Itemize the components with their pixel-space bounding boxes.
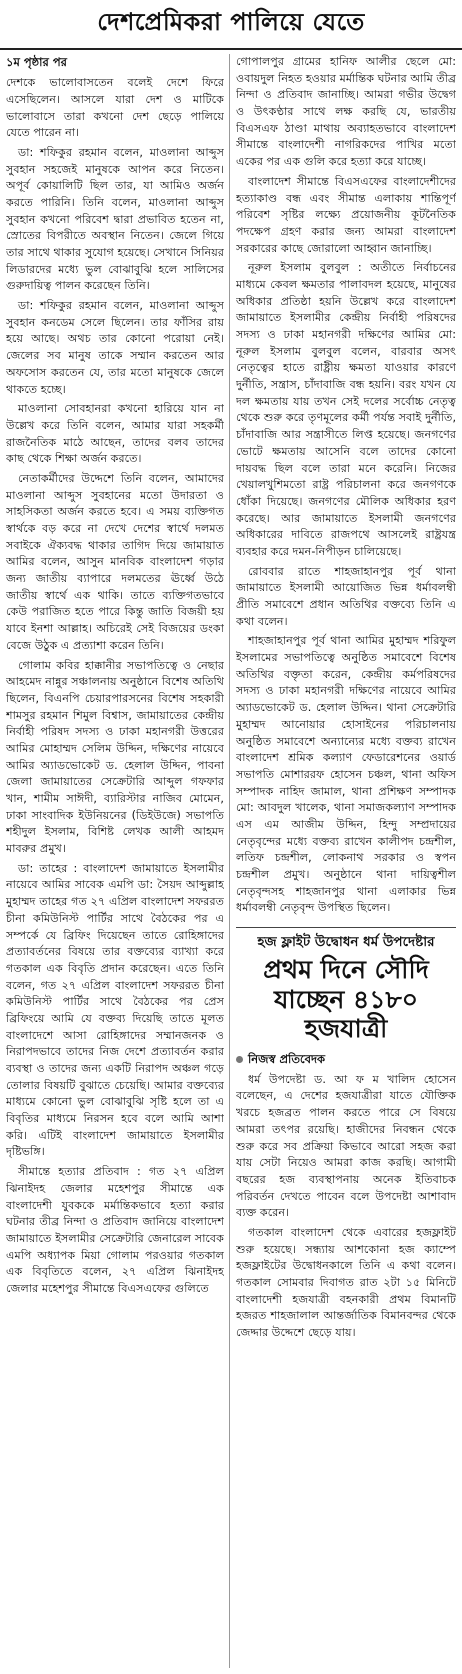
- left-column: [6, 54, 224, 1668]
- paragraph: গোলাম কবির হাক্কানীর সভাপতিত্বে ও নেছার আহমেদ নান্নুর সঞ্চালনায় অনুষ্ঠানে বিশেষ অতিথি ছিলেন, বিএনপি চেয়ারপারসনের বিশেষ সহকারী শামসুর রহমান শিমুল বিশ্বাস, জামায়াতের কেন্দ্রীয় নির্বাহী পরিষদ সদস্য ও ঢাকা মহানগরী উত্তরের আমির মোহাম্মদ সেলিম উদ্দিন, দক্ষিণের নায়েবে আমির অ্যাডভোকেট ড. হেলাল উদ্দিন, পাবনা জেলা জামায়াতের সেক্রেটারি আব্দুল গফফার খান, শামীম সাঈদী, ব্যারিস্টার নাজিব মোমেন, ঢাকা সাংবাদিক ইউনিয়নের (ডিইউজে) সভাপতি শহীদুল ইসলাম, বিশিষ্ট লেখক আলী আহমদ মাবরুর প্রমুখ।: [6, 658, 224, 856]
- paragraph: সীমান্তে হত্যার প্রতিবাদ : গত ২৭ এপ্রিল ঝিনাইদহ জেলার মহেশপুর সীমান্তে এক বাংলাদেশী যুবককে মর্মান্তিকভাবে হত্যা করার ঘটনার তীব্র নিন্দা ও প্রতিবাদ জানিয়ে বাংলাদেশ জামায়াতে ইসলামীর সেক্রেটারি জেনারেল সাবেক এমপি অধ্যাপক মিয়া গোলাম পরওয়ার গতকাল এক বিবৃতিতে বলেন, ২৭ এপ্রিল ঝিনাইদহ জেলার মহেশপুর সীমান্তে বিএসএফের গুলিতে: [6, 1165, 224, 1295]
- paragraph: ডা: শফিকুর রহমান বলেন, মাওলানা আব্দুস সুবহান সহজেই মানুষকে আপন করে নিতেন। অপূর্ব কোয়ালিটি ছিল তার, যা আমিও অর্জন করতে পারিনি। তিনি বলেন, মাওলানা আব্দুস সুবহান কখনো পরিবেশ দ্বারা প্রভাবিত হতেন না, স্রোতের বিপরীতে অবস্থান নিতেন। জেলে গিয়ে তার সাথে থাকার সুযোগ হয়েছে। সেখানে সিনিয়র লিডারদের মধ্যে ভুল বোঝাবুঝি হলে সালিসের গুরুদায়িত্ব পালন করেছেন তিনি।: [6, 145, 224, 293]
- bullet-icon: [236, 1056, 243, 1063]
- byline-text: নিজস্ব প্রতিবেদক: [248, 1051, 326, 1066]
- sidebar-kicker: হজ ফ্লাইট উদ্বোধন ধর্ম উপদেষ্টার: [236, 927, 456, 952]
- paragraph: রোববার রাতে শাহজাহানপুর পূর্ব থানা জামায়াতে ইসলামী আয়োজিত ভিন্ন ধর্মাবলম্বী প্রীতি সমাবেশে প্রধান অতিথির বক্তব্যে তিনি এ কথা বলেন।: [236, 564, 456, 628]
- paragraph: ধর্ম উপদেষ্টা ড. আ ফ ম খালিদ হোসেন বলেছেন, এ দেশের হজযাত্রীরা যাতে যৌক্তিক খরচে হজব্রত পালন করতে পারে সে বিষয়ে আমরা তৎপর রয়েছি। হাজীদের নিবন্ধন থেকে শুরু করে সব প্রক্রিয়া কিভাবে আরো সহজ করা যায় সেটা নিয়েও আমরা কাজ করছি। আগামী বছরের হজ ব্যবস্থাপনায় অনেক ইতিবাচক পরিবর্তন দেখতে পাবেন বলে উপদেষ্টা আশাবাদ ব্যক্ত করেন।: [236, 1072, 456, 1220]
- column-divider: [229, 54, 230, 1668]
- byline: [236, 1051, 456, 1068]
- paragraph: ডা: শফিকুর রহমান বলেন, মাওলানা আব্দুস সুবহান কনডেম সেলে ছিলেন। তার ফাঁসির রায় হয়ে আছে। অথচ তার কোনো পরোয়া নেই। জেলের সব মানুষ তাকে সম্মান করতেন আর অফসোস করতেন যে, তার মতো মানুষকে জেলে থাকতে হচ্ছে।: [6, 299, 224, 396]
- paragraph: শাহজাহানপুর পূর্ব থানা আমির মুহাম্মদ শরিফুল ইসলামের সভাপতিত্বে অনুষ্ঠিত সমাবেশে বিশেষ অতিথির বক্তৃতা করেন, কেন্দ্রীয় কর্মপরিষদের সদস্য ও ঢাকা মহানগরী দক্ষিণের নায়েবে আমির অ্যাডভোকেট ড. হেলাল উদ্দিন। থানা সেক্রেটারি মুহাম্মদ আনোয়ার হোসাইনের পরিচালনায় অনুষ্ঠিত সমাবেশে অন্যান্যের মধ্যে বক্তব্য রাখেন বাংলাদেশ শ্রমিক কল্যাণ ফেডারেশনের ওয়ার্ড সভাপতি মোশাররফ হোসেন চঞ্চল, থানা অফিস সম্পাদক নাহিদ জামাল, থানা প্রশিক্ষণ সম্পাদক মো: আবদুল খালেক, থানা সমাজকল্যাণ সম্পাদক এস এম আজীম উদ্দিন, হিন্দু সম্প্রদায়ের নেতৃবৃন্দের মধ্যে বক্তব্য রাখেন কালীপদ চন্দ্রশীল, লতিফ চন্দ্রশীল, লোকনাথ সরকার ও স্বপন চন্দ্রশীল প্রমুখ। অনুষ্ঠানে থানা দায়িত্বশীল নেতৃবৃন্দসহ শাহজানপুর থানা এলাকার ভিন্ন ধর্মাবলম্বী নেতৃবৃন্দ উপস্থিত ছিলেন।: [236, 634, 456, 915]
- paragraph: গতকাল বাংলাদেশ থেকে এবারের হজফ্লাইট শুরু হয়েছে। সন্ধ্যায় আশকোনা হজ ক্যাম্পে হজফ্লাইটের উদ্বোধনকালে তিনি এ কথা বলেন। গতকাল সোমবার দিবাগত রাত ২টা ১৫ মিনিটে বাংলাদেশী হজযাত্রী বহনকারী প্রথম বিমানটি হজরত শাহজালাল আন্তর্জাতিক বিমানবন্দর থেকে জেদ্দার উদ্দেশে ছেড়ে যায়।: [236, 1225, 456, 1340]
- paragraph: দেশকে ভালোবাসতেন বলেই দেশে ফিরে এসেছিলেন। আসলে যারা দেশ ও মাটিকে ভালোবাসে তারা কখনো দেশ ছেড়ে পালিয়ে যেতে পারেন না।: [6, 76, 224, 140]
- paragraph: ডা: তাহের : বাংলাদেশ জামায়াতে ইসলামীর নায়েবে আমির সাবেক এমপি ডা: সৈয়দ আব্দুল্লাহ মুহাম্মদ তাহের গত ২৭ এপ্রিল বাংলাদেশ সফররত চীনা কমিউনিস্ট পার্টির সাথে বৈঠকের পর এ সম্পর্কে যে ব্রিফিং দিয়েছেন তাতে রোহিঙ্গাদের প্রত্যাবর্তনের বিষয়ে তার বক্তব্যের ব্যাখ্যা করে গতকাল এক বিবৃতি প্রদান করেছেন। এতে তিনি বলেন, গত ২৭ এপ্রিল বাংলাদেশ সফররত চীনা কমিউনিস্ট পার্টির সাথে বৈঠকের পর প্রেস ব্রিফিংয়ে আমি যে বক্তব্য দিয়েছি তাতে মূলত বাংলাদেশে আসা রোহিঙ্গাদের সম্মানজনক ও নিরাপদভাবে তাদের নিজ দেশে প্রত্যাবর্তন করার ব্যবস্থা ও তাদের জন্য একটি নিরাপদ অঞ্চল গড়ে তোলার বিষয়টি বুঝাতে চেয়েছি। আমার বক্তব্যের মাধ্যমে কোনো ভুল বোঝাবুঝি সৃষ্টি হলে তা এ বিবৃতির মাধ্যমে নিরসন হবে বলে আমি আশা করি। এটিই বাংলাদেশ জামায়াতে ইসলামীর দৃষ্টিভঙ্গি।: [6, 861, 224, 1159]
- sidebar-story: [236, 927, 456, 1342]
- right-column: [236, 54, 456, 1668]
- paragraph: নেতাকর্মীদের উদ্দেশে তিনি বলেন, আমাদের মাওলানা আব্দুস সুবহানের মতো উদারতা ও সাহসিকতা অর্জন করতে হবে। এ সময় ব্যক্তিগত স্বার্থকে বড় করে না দেখে দেশের স্বার্থে দলমত সবাইকে ঐক্যবদ্ধ থাকার তাগিদ দিয়ে জামায়াত আমির বলেন, আসুন মানবিক বাংলাদেশ গড়ার জন্য জাতীয় ব্যাপারে দলমতের ঊর্ধ্বে উঠে জাতীয় স্বার্থে এক থাকি। তাতে ব্যক্তিগতভাবে কেউ পরাজিত হতে পারে কিন্তু জাতি বিজয়ী হয় যাবে ইনশা আল্লাহ। অচিরেই সেই বিজয়ের ডংকা বেজে উঠুক এ প্রত্যাশা করেন তিনি।: [6, 471, 224, 652]
- continued-from-label: ১ম পৃষ্ঠার পর: [6, 55, 67, 69]
- paragraph: গোপালপুর গ্রামের হানিফ আলীর ছেলে মো: ওবায়দুল নিহত হওয়ার মর্মান্তিক ঘটনার আমি তীব্র নিন্দা ও প্রতিবাদ জানাচ্ছি। আমরা গভীর উদ্বেগ ও উৎকণ্ঠার সাথে লক্ষ করছি যে, ভারতীয় বিএসএফ ঠাণ্ডা মাথায় অব্যাহতভাবে বাংলাদেশ সীমান্তে বাংলাদেশী নাগরিকদের পাখির মতো একের পর এক গুলি করে হত্যা করে যাচ্ছে।: [236, 55, 456, 169]
- sidebar-headline: প্রথম দিনে সৌদি যাচ্ছেন ৪১৮০ হজযাত্রী: [263, 955, 429, 1044]
- paragraph: নূরুল ইসলাম বুলবুল : অতীতে নির্বাচনের মাধ্যমে কেবল ক্ষমতার পালাবদল হয়েছে, মানুষের অধিকার প্রতিষ্ঠা হয়নি উল্লেখ করে বাংলাদেশ জামায়াতে ইসলামীর কেন্দ্রীয় নির্বাহী পরিষদের সদস্য ও ঢাকা মহানগরী দক্ষিণের আমির মো: নূরুল ইসলাম বুলবুল বলেন, বারবার অসৎ নেতৃত্বের হাতে রাষ্ট্রীয় ক্ষমতা যাওয়ার কারণে দুর্নীতি, সন্ত্রাস, চাঁদাবাজি বন্ধ হয়নি। বরং যখন যে দল ক্ষমতায় যায় তখন সেই দলের সর্বোচ্চ নেতৃত্ব থেকে শুরু করে তৃণমূলের কর্মী পর্যন্ত সবাই দুর্নীতি, চাঁদাবাজি আর সন্ত্রাসীতে লিপ্ত হয়েছে। জনগণের ভোটে ক্ষমতায় আসেনি বলে তাদের কোনো দায়বদ্ধ ছিল বলে তারা মনে করেনি। নিজের খেয়ালখুশিমতো রাষ্ট্র পরিচালনা করে জনগণকে ধোঁকা দিয়েছে। জনগণের মৌলিক অধিকার হরণ করেছে। আর জামায়াতে ইসলামী জনগণের অধিকারের দাবিতে রাজপথে আসলেই রাষ্ট্রযন্ত্র ব্যবহার করে দমন-নিপীড়ন চালিয়েছে।: [236, 261, 456, 558]
- paragraph: বাংলাদেশ সীমান্তে বিএসএফের বাংলাদেশীদের হত্যাকাণ্ড বন্ধ এবং সীমান্ত এলাকায় শান্তিপূর্ণ পরিবেশ সৃষ্টির লক্ষ্যে প্রয়োজনীয় কূটনৈতিক পদক্ষেপ গ্রহণ করার জন্য আমরা বাংলাদেশ সরকারের কাছে জোরালো আহ্বান জানাচ্ছি।: [236, 174, 456, 255]
- headline: দেশপ্রেমিকরা পালিয়ে যেতে: [0, 0, 462, 50]
- paragraph: মাওলানা সোবহানরা কখনো হারিয়ে যান না উল্লেখ করে তিনি বলেন, আমার যারা সহকর্মী রাজনৈতিক মাঠে আছেন, তাদের বলব তাদের কাছ থেকে শিক্ষা অর্জন করতে।: [6, 402, 224, 466]
